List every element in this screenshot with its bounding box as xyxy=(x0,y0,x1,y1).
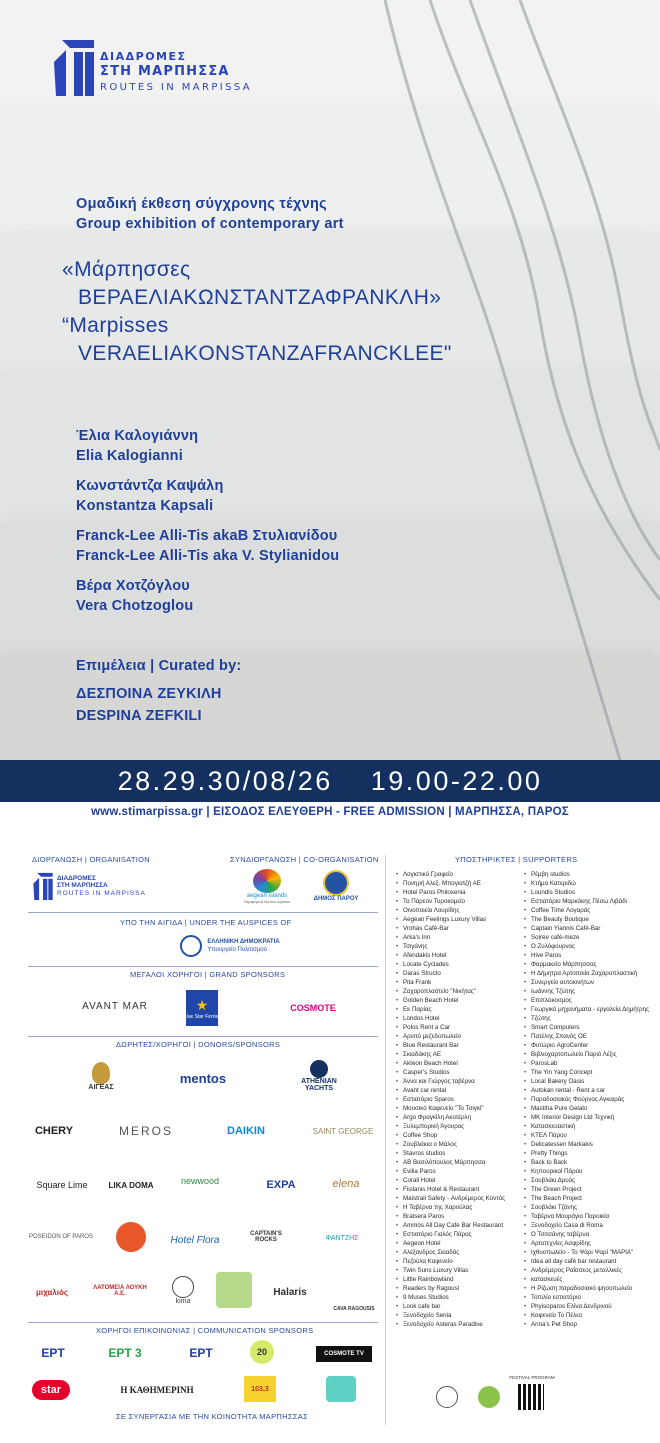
auspices-line2: Υπουργείο Πολιτισμού xyxy=(207,947,267,953)
supporter-item: • Idea all day café bar restaurant xyxy=(524,1257,649,1266)
blue-star-logo xyxy=(183,990,221,1026)
supporter-item: • Anna's Pet Shop xyxy=(524,1320,649,1329)
community-badge-logo xyxy=(326,1376,356,1402)
supporter-item: • Ο Ζυλόφουρνος xyxy=(524,942,649,951)
supporter-item: • Avant car rental xyxy=(396,1086,521,1095)
supporter-item: • Phyisoparos Ελίνα Δενδρινού xyxy=(524,1302,649,1311)
hellenic-ministry-logo xyxy=(160,932,300,960)
poseidon-logo: POSEIDON OF PAROS xyxy=(29,1234,93,1240)
saint-george-logo: SAINT GEORGE xyxy=(312,1126,374,1136)
supporter-item: • Εκ Παρίας xyxy=(396,1005,521,1014)
supporter-item: • Golden Beach Hotel xyxy=(396,996,521,1005)
supporter-item: • Locate Cyclades xyxy=(396,960,521,969)
supporter-item: • Corali Hotel xyxy=(396,1176,521,1185)
auspices-line1: ΕΛΛΗΝΙΚΗ ΔΗΜΟΚΡΑΤΙΑ xyxy=(207,939,280,945)
mentos-logo: mentos xyxy=(179,1070,227,1086)
org-greek-1: ΔΙΑΔΡΟΜΕΣ xyxy=(57,874,96,882)
aegean-flower-icon xyxy=(253,869,281,893)
supporter-item: • Οινοποιεία Λουρίδης xyxy=(396,906,521,915)
elena-logo: elena xyxy=(332,1178,360,1190)
supporter-item: • MK Interior Design Ltd Τεχνική xyxy=(524,1113,649,1122)
award-laurel-logo xyxy=(436,1386,458,1408)
section-organisation: ΔΙΟΡΓΑΝΩΣΗ | ORGANISATION xyxy=(32,855,151,864)
supporter-item: • Εστιατόριο Sparos xyxy=(396,1095,521,1104)
org-english: ROUTES IN MARPISSA xyxy=(57,889,146,897)
supporter-item: • Hotel Paros Philoxenia xyxy=(396,888,521,897)
supporter-item: • Londos Hotel xyxy=(396,1014,521,1023)
ert-news-logo: ΕΡΤ xyxy=(189,1346,213,1360)
supporter-item: • Soirée café-meze xyxy=(524,933,649,942)
section-grand-sponsors: ΜΕΓΑΛΟΙ ΧΟΡΗΓΟΙ | GRAND SPONSORS xyxy=(130,970,286,979)
artist-greek: Βέρα Χοτζόγλου xyxy=(76,578,190,594)
supporter-item: • Aegean Feelings Luxury Villas xyxy=(396,915,521,924)
column-divider xyxy=(385,855,386,1425)
supporter-item: • Look cafe bar xyxy=(396,1302,521,1311)
supporter-item: • Ξυλεμπορική Άγουρος xyxy=(396,1122,521,1131)
routes-in-marpissa-logo xyxy=(52,36,272,106)
hotel-flora-logo: Hotel Flora xyxy=(170,1234,220,1246)
curator-heading: Επιμέλεια | Curated by: xyxy=(76,658,242,674)
title-english-line1: “Marpisses xyxy=(62,314,169,337)
supporter-item: • Σκιαδάκης ΑΕ xyxy=(396,1050,521,1059)
supporter-item: • Φυτώριο AgroCenter xyxy=(524,1041,649,1050)
supporter-item: • Loundis Studios xyxy=(524,888,649,897)
divider xyxy=(28,966,378,967)
hellenic-emblem-icon xyxy=(180,935,202,957)
aegean-label: aegean islands xyxy=(246,892,288,899)
latomeia-logo: ΛΑΤΟΜΕΙΑ ΛΟΥΚΗ Α.Ε. xyxy=(93,1285,147,1297)
athenian-label: ATHENIAN YACHTS xyxy=(301,1078,337,1092)
kima-logo xyxy=(166,1272,200,1308)
supporter-item: • Captain Yiannis Café-Bar xyxy=(524,924,649,933)
athenian-emblem-icon xyxy=(310,1060,328,1078)
supporter-item: • Stavros studios xyxy=(396,1149,521,1158)
intro-english: Group exhibition of contemporary art xyxy=(76,216,344,232)
square-lime-logo: Square Lime xyxy=(36,1180,88,1190)
supporter-item: • Πατέλης Σπανός ΟΕ xyxy=(524,1032,649,1041)
supporter-item: • Εστιατόριο Μαρκάκης Πέσω Λιβάδι xyxy=(524,897,649,906)
avant-mar-logo: AVANT MAR xyxy=(82,1000,148,1012)
supporter-item: • Twin Suns Luxury Villas xyxy=(396,1266,521,1275)
aigeas-logo xyxy=(76,1052,126,1100)
blue-star-label: Blue Star Ferries xyxy=(183,1013,221,1020)
supporter-item: • Μουσικό Καφενείο "Το Τσιγκί" xyxy=(396,1104,521,1113)
supporter-item: • Ανδρέμερος Ραΐσσεος μεταλλικές xyxy=(524,1266,649,1275)
brand-greek-line1: ΔΙΑΔΡΟΜΕΣ xyxy=(100,50,187,63)
ert3-logo: ΕΡΤ 3 xyxy=(108,1346,142,1360)
aegean-sub: Περιφέρεια Νοτίου Αιγαίου xyxy=(243,898,291,904)
routes-mark-icon xyxy=(52,36,96,98)
star-channel-logo: star xyxy=(32,1380,70,1400)
section-donors: ΔΩΡΗΤΕΣ/ΧΟΡΗΓΟΙ | DONORS/SPONSORS xyxy=(116,1040,281,1049)
artist-english: Franck-Lee Alli-Tis aka V. Stylianidou xyxy=(76,548,340,564)
supporter-item: • Η Ταβέρνα της Χαρούλας xyxy=(396,1203,521,1212)
supporter-item: • Back to Back xyxy=(524,1158,649,1167)
supporter-item: • Evilia Paros xyxy=(396,1167,521,1176)
supporter-item: • Arka's Inn xyxy=(396,933,521,942)
supporter-item: • Argo Φραγκίλη Ακοτέρλη xyxy=(396,1113,521,1122)
section-auspices: ΥΠΟ ΤΗΝ ΑΙΓΙΔΑ | UNDER THE AUSPICES OF xyxy=(120,918,292,927)
fantzis-logo: ΦΑΝΤΖΗΣ xyxy=(325,1234,359,1242)
supporter-item: • Readers by Ragousi xyxy=(396,1284,521,1293)
supporter-item: • Hive Paros xyxy=(524,951,649,960)
supporter-item: • Akteon Beach Hotel xyxy=(396,1059,521,1068)
supporter-item: • Maistrali Safety - Ανδρέμερος Κοντός xyxy=(396,1194,521,1203)
supporter-item: • Η Ρίζωση παραδοσιακό ψησοπωλείο xyxy=(524,1284,649,1293)
supporter-item: • The Yin Yang Concept xyxy=(524,1068,649,1077)
supporter-item: • Αλέξανδρος Σκιαδάς xyxy=(396,1248,521,1257)
supporter-item: • Autokan rental - Rent a car xyxy=(524,1086,649,1095)
section-community: ΣΕ ΣΥΝΕΡΓΑΣΙΑ ΜΕ ΤΗΝ ΚΟΙΝΟΤΗΤΑ ΜΑΡΠΗΣΣΑΣ xyxy=(116,1412,308,1421)
supporter-item: • Γεωργικό μηχανήματα - εργαλεία Δημήτρης xyxy=(524,1005,649,1014)
supporter-item: • Ιχθυοπωλείο - Το Ψάρι Ψαρί "ΜΑΡΙΑ" xyxy=(524,1248,649,1257)
supporter-item: • Smart Computers xyxy=(524,1023,649,1032)
artist-greek: Έλια Καλογιάννη xyxy=(76,428,199,444)
athenian-yachts-logo xyxy=(286,1056,352,1096)
captains-rocks-logo: CAPTAIN'S ROCKS xyxy=(250,1231,282,1243)
supporter-item: • Σουβλάκι Τζάνης xyxy=(524,1203,649,1212)
supporter-item: • Ξενοδοχείο Casa di Roma xyxy=(524,1221,649,1230)
plant-logo xyxy=(216,1272,252,1308)
supporter-item: • Ζαχαροπλαστείο "Νικήτας" xyxy=(396,987,521,996)
supporter-item: • Η Δήμητρα Αρτοποιία Ζαχαροπλαστική xyxy=(524,969,649,978)
supporter-item: • Εστιατόριο Γιαλός Πάρος xyxy=(396,1230,521,1239)
supporter-item: • Αρνιτό μεζεδοπωλείο xyxy=(396,1032,521,1041)
artist-english: Vera Chotzoglou xyxy=(76,598,194,614)
brand-english: ROUTES IN MARPISSA xyxy=(100,82,253,93)
section-supporters: ΥΠΟΣΤΗΡΙΚΤΕΣ | SUPPORTERS xyxy=(455,855,578,864)
kima-label: kima xyxy=(175,1297,191,1305)
supporter-item: • Pita Frank xyxy=(396,978,521,987)
date-bar xyxy=(0,760,660,802)
info-line: www.stimarpissa.gr | ΕΙΣΟΔΟΣ ΕΛΕΥΘΕΡΗ - FREE ADMISSION | ΜΑΡΠΗΣΣΑ, ΠΑΡΟΣ xyxy=(91,806,569,818)
halaris-logo: Halaris xyxy=(273,1286,307,1298)
routes-mark-icon xyxy=(32,871,54,901)
supporter-item: • Πονηρή Αλεξ. Μπογιατζή ΑΕ xyxy=(396,879,521,888)
green-award-logo xyxy=(478,1386,500,1408)
supporter-item: • Aegeon Hotel xyxy=(396,1239,521,1248)
supporter-item: • Καφενείο Το Πέλεο xyxy=(524,1311,649,1320)
supporter-item: • Παραδοσιακός Φούρνος Αγκαιράς xyxy=(524,1095,649,1104)
supporter-item: • Delicatessen Markakis xyxy=(524,1140,649,1149)
dimos-parou-logo xyxy=(312,866,360,906)
supporter-item: • Ξενοδοχείο Senia xyxy=(396,1311,521,1320)
brand-greek-line2: ΣΤΗ ΜΑΡΠΗΣΣΑ xyxy=(100,64,230,79)
supporter-item: • The Beauty Boutique xyxy=(524,915,649,924)
supporter-item: • Pretty Things xyxy=(524,1149,649,1158)
supporter-item: • Bratsera Paros xyxy=(396,1212,521,1221)
supporter-item: • Blue Restaurant Bar xyxy=(396,1041,521,1050)
organisation-logo xyxy=(32,870,152,902)
supporter-item: • ΑΒ Βασιλόπουλος Μάρπησσα xyxy=(396,1158,521,1167)
title-english-line2: VERAELIAKONSTANZAFRANCKLEE" xyxy=(78,342,452,365)
supporter-item: • Ρέμβη studios xyxy=(524,870,649,879)
festival-program-label: FESTIVAL PROGRAM xyxy=(509,1374,555,1380)
expa-logo: EXPA xyxy=(266,1179,296,1191)
newwood-logo: newwood xyxy=(180,1176,220,1186)
cosmote-logo: COSMOTE xyxy=(290,1003,336,1013)
dimos-label: ΔΗΜΟΣ ΠΑΡΟΥ xyxy=(313,896,359,902)
restaurant-circle-logo xyxy=(116,1222,146,1252)
supporter-item: • The Green Project xyxy=(524,1185,649,1194)
star-icon: ★ xyxy=(195,996,209,1013)
supporter-item: • Little Rainbowland xyxy=(396,1275,521,1284)
title-greek-line2: ΒΕΡΑΕΛΙΑΚΩΝΣΤΑΝΤΖΑΦΡΑΝΚΛΗ» xyxy=(78,286,442,309)
lika-doma-logo: LIKA DOMA xyxy=(108,1180,154,1190)
supporter-item: • Άννα και Γιώργος ταβέρνα xyxy=(396,1077,521,1086)
supporter-item: • Αρτοτεχνίες Ασφρίδης xyxy=(524,1239,649,1248)
aigeas-label: ΑΙΓΕΑΣ xyxy=(88,1083,114,1091)
qr-code-icon[interactable] xyxy=(518,1384,544,1410)
meros-logo: MEROS xyxy=(118,1124,173,1138)
supporter-item: • Κηπουρικοί Πάρου xyxy=(524,1167,649,1176)
supporters-column-1 xyxy=(396,870,521,1329)
artist-english: Konstantza Kapsali xyxy=(76,498,214,514)
supporter-item: • Τζώτης xyxy=(524,1014,649,1023)
supporter-item: • Φαρμακείο Μάρπησσας xyxy=(524,960,649,969)
supporter-item: • 9 Muses Studios xyxy=(396,1293,521,1302)
ert-logo: ΕΡΤ xyxy=(41,1346,65,1360)
dimos-emblem-icon xyxy=(323,870,349,896)
intro-greek: Ομαδική έκθεση σύγχρονης τέχνης xyxy=(76,196,328,212)
divider xyxy=(28,1322,378,1323)
supporter-item: • Συνεργείο αυτοκινήτων xyxy=(524,978,649,987)
artist-english: Elia Kalogianni xyxy=(76,448,183,464)
daikin-logo: DAIKIN xyxy=(227,1125,265,1137)
radio-20-logo: 20 xyxy=(250,1340,274,1364)
chery-logo: CHERY xyxy=(34,1125,74,1137)
artist-greek: Franck-Lee Alli-Tis akaB Στυλιανίδου xyxy=(76,528,338,544)
supporter-item: • Mastiha Pure Gelato xyxy=(524,1104,649,1113)
supporter-item: • Βιβλιοχαρτοπωλείο Παριό Λέξις xyxy=(524,1050,649,1059)
cosmote-tv-logo: COSMOTE TV xyxy=(316,1346,372,1362)
supporter-item: • Τσιγάνης xyxy=(396,942,521,951)
event-dates: 28.29.30/08/26 xyxy=(117,765,333,796)
supporter-item: • ΚΤΕΛ Πάρου xyxy=(524,1131,649,1140)
aigeas-leaf-icon xyxy=(92,1062,110,1084)
section-co-organisation: ΣΥΝΔΙΟΡΓΑΝΩΣΗ | CO-ORGANISATION xyxy=(230,855,379,864)
supporter-item: • Vrohas Café-Bar xyxy=(396,924,521,933)
kathimerini-logo: Η ΚΑΘΗΜΕΡΙΝΗ xyxy=(120,1385,194,1395)
supporter-item: • Daras Structo xyxy=(396,969,521,978)
supporter-item: • Τοπιλίο εστιατόριο xyxy=(524,1293,649,1302)
org-greek-2: ΣΤΗ ΜΑΡΠΗΣΣΑ xyxy=(57,882,108,890)
supporter-item: • Afendakis Hotel xyxy=(396,951,521,960)
curator-greek: ΔΕΣΠΟΙΝΑ ΖΕΥΚΙΛΗ xyxy=(76,686,222,702)
artist-greek: Κωνστάντζα Καψάλη xyxy=(76,478,224,494)
supporters-column-2 xyxy=(524,870,649,1329)
supporter-item: • Ξενοδοχείο Asteras Paradise xyxy=(396,1320,521,1329)
title-greek-line1: «Μάρπησσες xyxy=(62,258,191,281)
supporter-item: • Επιπλόκοσμος xyxy=(524,996,649,1005)
supporter-item: • Coffee Time Λογαράς xyxy=(524,906,649,915)
radio-1033-logo: 103,3 xyxy=(244,1376,276,1402)
supporter-item: • Ζουβλάκια ο Μάλος xyxy=(396,1140,521,1149)
supporter-item: • Λογιστικό Γραφείο xyxy=(396,870,521,879)
supporter-item: • Ο Τσιτσάνης ταβέρνα xyxy=(524,1230,649,1239)
cava-ragousis-logo: CAVA RAGOUSIS xyxy=(333,1306,375,1312)
divider xyxy=(28,912,378,913)
supporter-item: • Ammos All Day Cafe Bar Restaurant xyxy=(396,1221,521,1230)
supporter-item: • Κτήμα Κατεριδώ xyxy=(524,879,649,888)
divider xyxy=(28,1036,378,1037)
supporter-item: • Κατασκευαστική xyxy=(524,1122,649,1131)
supporter-item: • κατασκευές xyxy=(524,1275,649,1284)
section-communication: ΧΟΡΗΓΟΙ ΕΠΙΚΟΙΝΩΝΙΑΣ | COMMUNICATION SPONSORS xyxy=(96,1326,314,1335)
supporter-item: • Πεζούλα Καφενείο xyxy=(396,1257,521,1266)
event-hours: 19.00-22.00 xyxy=(370,765,543,796)
curator-english: DESPINA ZEFKILI xyxy=(76,708,202,724)
supporter-item: • Ιωάννης Τζώτης xyxy=(524,987,649,996)
michalios-logo: μιχαλιός xyxy=(35,1287,69,1297)
supporter-item: • Local Bakery Oasis xyxy=(524,1077,649,1086)
supporter-item: • ParosLab xyxy=(524,1059,649,1068)
aegean-islands-logo xyxy=(236,866,298,906)
supporter-item: • Coffee Shop xyxy=(396,1131,521,1140)
supporter-item: • Casper's Studios xyxy=(396,1068,521,1077)
supporter-item: • Polos Rent a Car xyxy=(396,1023,521,1032)
supporter-item: • Το Πάρεον Τυροκομείο xyxy=(396,897,521,906)
supporter-item: • Σουβλάκι Δρυός xyxy=(524,1176,649,1185)
supporter-item: • Ταβέρνα Μουράγιο Παροικία xyxy=(524,1212,649,1221)
supporter-item: • Fisilanis Hotel & Restaurant xyxy=(396,1185,521,1194)
kima-circle-icon xyxy=(172,1276,194,1298)
supporter-item: • The Beach Project xyxy=(524,1194,649,1203)
